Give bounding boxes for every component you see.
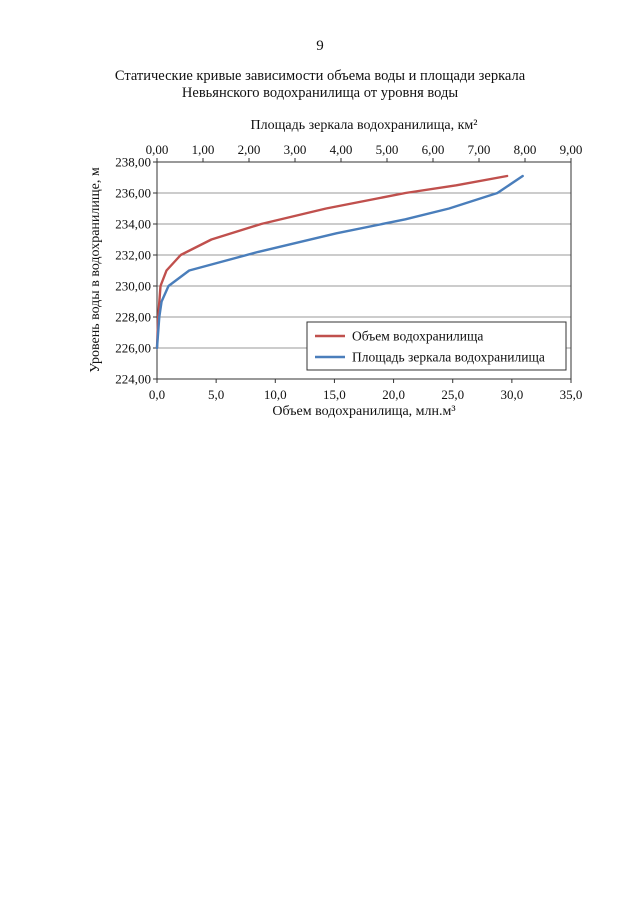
x2-tick-label-2: 2,00 [237,142,261,157]
x-tick-label-4: 20,0 [382,387,405,402]
legend-label-0: Объем водохранилища [352,328,484,344]
x2-tick-label-9: 9,00 [559,142,583,157]
x-tick-label-0: 0,0 [148,387,166,402]
x-tick-label-1: 5,0 [208,387,225,402]
y-axis-title: Уровень воды в водохранилище, м [88,167,103,373]
x-tick-label-6: 30,0 [500,387,524,402]
page-number: 9 [316,38,324,54]
x-tick-label-3: 15,0 [323,387,346,402]
x2-tick-label-1: 1,00 [191,142,215,157]
y-tick-label-1: 226,00 [115,340,151,356]
y-tick-label-0: 224,00 [115,371,151,387]
x-tick-label-5: 25,0 [441,387,465,402]
y-tick-label-6: 236,00 [115,185,151,201]
x-tick-label-2: 10,0 [263,387,287,402]
chart-title-line-2: Невьянского водохранилища от уровня воды [181,85,459,101]
bottom-axis-title: Объем водохранилища, млн.м³ [272,404,456,419]
top-axis-title: Площадь зеркала водохранилища, км² [250,118,478,133]
y-tick-label-2: 228,00 [115,309,151,325]
y-tick-label-4: 232,00 [115,247,151,263]
legend-label-1: Площадь зеркала водохранилища [352,349,545,365]
x2-tick-label-7: 7,00 [467,142,491,157]
x-tick-label-7: 35,0 [559,387,583,402]
chart-title-line-1: Статические кривые зависимости объема воды и площади зеркала [114,68,526,84]
x2-tick-label-0: 0,00 [145,142,169,157]
y-tick-label-5: 234,00 [115,216,151,232]
x2-tick-label-4: 4,00 [329,142,353,157]
x2-tick-label-6: 6,00 [421,142,445,157]
y-tick-label-7: 238,00 [115,154,151,170]
x2-tick-label-5: 5,00 [375,142,399,157]
x2-tick-label-8: 8,00 [513,142,537,157]
x2-tick-label-3: 3,00 [283,142,307,157]
y-tick-label-3: 230,00 [115,278,151,294]
